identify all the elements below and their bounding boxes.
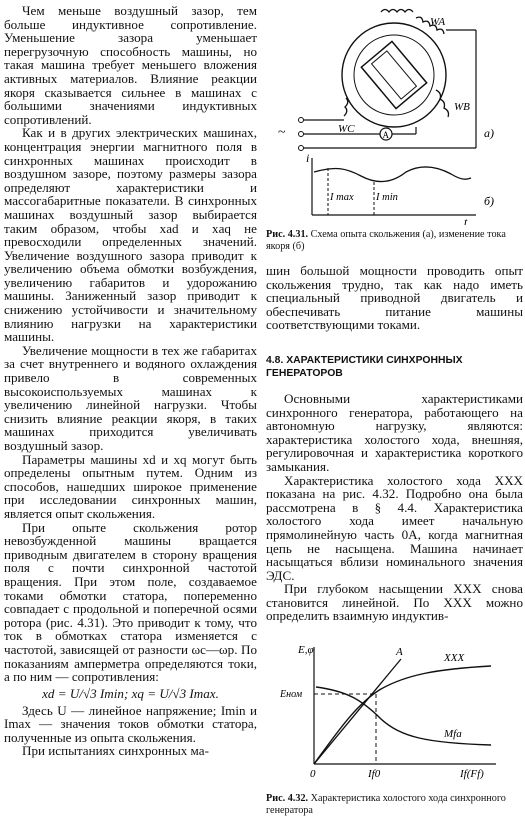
left-column bbox=[4, 0, 257, 758]
paragraph: Характеристика холостого хода XXX показана на рис. 4.32. Подробно она была рассмотрена в § 4.4. Характеристика холостого хода имеет начальную прямолинейную часть 0А, когда магнитная цепь не насыщена. Машина начинает насыщаться вблизи номинального значения ЭДС. bbox=[266, 472, 523, 583]
paragraph: Здесь U — линейное напряжение; Imin и Imax — значения токов обмотки статора, полученные из опыта скольжения. bbox=[4, 702, 257, 745]
label-tilde: ~ bbox=[278, 125, 286, 140]
label-imax: I max bbox=[330, 192, 354, 203]
label-origin: 0 bbox=[310, 768, 316, 781]
caption-number: Рис. 4.31. bbox=[266, 229, 309, 240]
paragraph: При глубоком насыщении XXX снова становится линейной. По XXX можно определить взаимную индуктив- bbox=[266, 581, 523, 624]
label-a: а) bbox=[484, 126, 494, 140]
label-wc: WC bbox=[338, 123, 355, 135]
paragraph: Параметры машины xd и xq могут быть определены опытным путем. Одним из способов, нашедших широкое применение при исследовании синхронных машин, является опыт скольжения. bbox=[4, 451, 257, 521]
paragraph: шин большой мощности проводить опыт скольжения трудно, так как надо иметь специальный приводной двигатель и обеспечивать питание машины соответствующими токами. bbox=[266, 263, 523, 333]
caption-4-31 bbox=[266, 229, 523, 252]
label-if0: If0 bbox=[368, 768, 381, 781]
figure-4-31 bbox=[266, 0, 523, 225]
label-wb: WB bbox=[454, 101, 470, 113]
figure-4-32 bbox=[266, 639, 523, 789]
paragraph: При испытаниях синхронных ма- bbox=[22, 743, 209, 759]
caption-4-32 bbox=[266, 793, 523, 816]
label-i: i bbox=[306, 151, 310, 165]
paragraph: Чем меньше воздушный зазор, тем больше индуктивное сопротивление. Уменьшение зазора уменьшает перегрузочную способность машины, но такая машина требует меньшего вложения активных материалов. Влияние реакции якоря сказывается сильнее в машинах с большими значениями индуктивных сопротивлений. bbox=[4, 3, 257, 127]
paragraph: Как и в других электрических машинах, концентрация энергии магнитного поля в синхронных машинах происходит в воздушном зазоре, поэтому размеры зазора определяют характеристики и массогабаритные показатели. В синхронных машинах воздушный зазор выбирается таким образом, чтобы xad и xaq не превосходили определенных значений. Увеличение воздушного зазора приводит к увеличению объема обмотки возбуждения, увеличению габаритов и удорожанию машины. Заниженный зазор приводит к снижению устойчивости и значительному влиянию нагрузки на характеристики машины. bbox=[4, 125, 257, 345]
label-imin: I min bbox=[376, 192, 398, 203]
caption-text: Схема опыта скольжения (а), изменение тока якоря (б) bbox=[266, 229, 506, 252]
paragraph: Основными характеристиками синхронного генератора, работающего на автономную нагрузку, являются: характеристика холостого хода, внешняя, регулировочная и характеристика короткого замыкания. bbox=[266, 390, 523, 474]
paragraph: Увеличение мощности в тех же габаритах за счет внутреннего и водяного охлаждения привело в современных высокоиспользуемых машинах к увеличению линейной нагрузки. Чтобы снизить влияние реакции якоря, в таких машинах приходится увеличивать воздушный зазор. bbox=[4, 342, 257, 453]
paragraph: При опыте скольжения ротор невозбужденной машины вращается приводным двигателем в сторону вращения поля с почти синхронной частотой вращения. При этом поле, создаваемое токами обмотки статора, попеременно совпадает с продольной и поперечной осями ротора (рис. 4.31). Это приводит к тому, что ток в обмотках статора изменяется с частотой, зависящей от разности ωс—ωр. По показаниям амперметра определяются токи, а по ним — сопротивления: bbox=[4, 519, 257, 685]
label-enom: Eном bbox=[280, 689, 303, 701]
caption-text: Характеристика холостого хода синхронного генератора bbox=[266, 793, 506, 816]
section-heading: 4.8. ХАРАКТЕРИСТИКИ СИНХРОННЫХ ГЕНЕРАТОРОВ bbox=[266, 354, 463, 379]
label-xxx: XXX bbox=[444, 652, 465, 665]
caption-number: Рис. 4.32. bbox=[266, 793, 309, 805]
svg-text:A: A bbox=[382, 130, 389, 140]
label-a: A bbox=[396, 646, 403, 659]
right-column bbox=[266, 0, 523, 816]
label-wa: WA bbox=[430, 16, 446, 28]
axis-x-label: If(Ff) bbox=[460, 768, 484, 781]
label-b: б) bbox=[484, 194, 495, 208]
label-t: t bbox=[464, 215, 468, 225]
formula: xd = U/√3 Imin; xq = U/√3 Imax. bbox=[42, 685, 219, 701]
label-mfa: Mfa bbox=[444, 728, 462, 741]
axis-y-label: E,φ bbox=[298, 644, 314, 657]
